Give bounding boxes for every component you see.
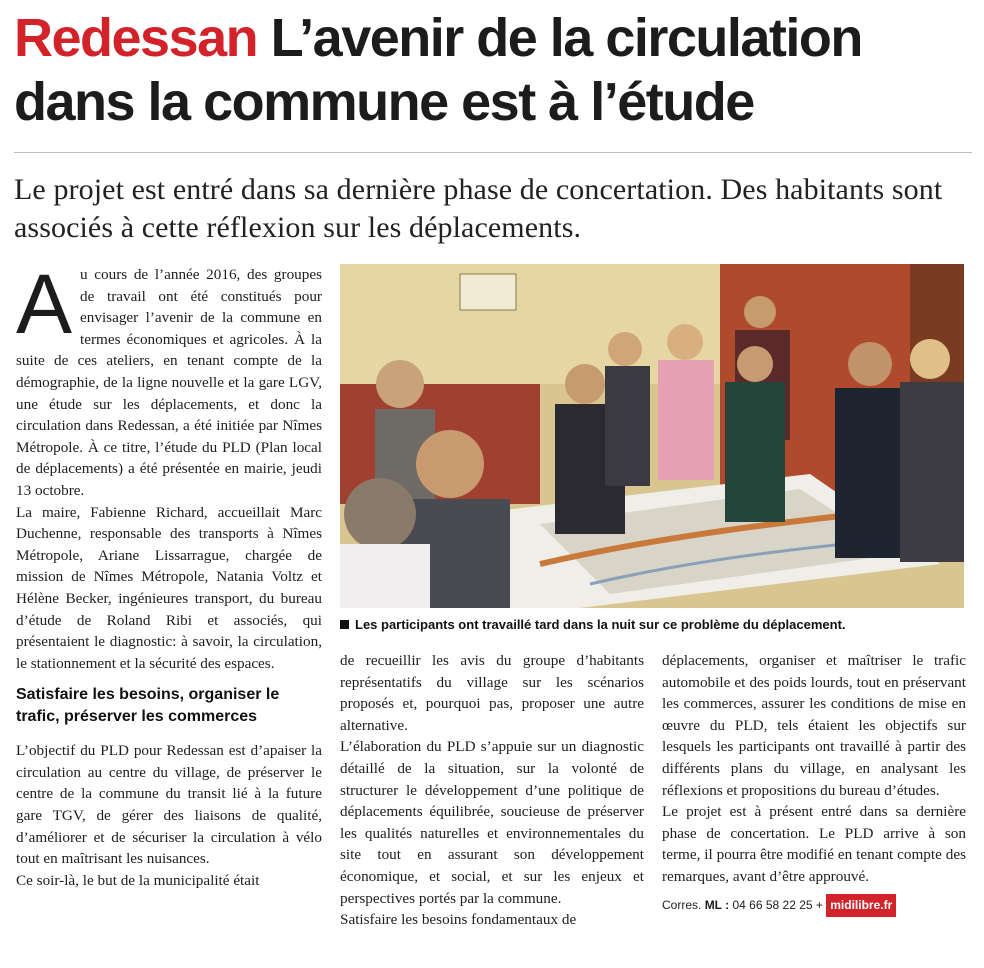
column-1 (16, 257, 322, 891)
divider (14, 152, 972, 153)
column-2 (340, 650, 644, 931)
paragraph-intro: u cours de l’année 2016, des groupes de travail ont été constitués pour envisager l’avenir de la commune en termes économiques et agricoles. À la suite de ces ateliers, en tenant compte de la démographie, de la ligne nouvelle et la gare LGV, une étude sur les déplacements, et donc la circulation dans Redessan, a été initiée par Nîmes Métropole. À ce titre, l’étude du PLD (Plan local de déplacements) a été présentée en mairie, jeudi 13 octobre. (16, 266, 322, 499)
credit-phone: 04 66 58 22 25 + (732, 897, 823, 912)
article-photo (340, 264, 964, 608)
paragraph-elaboration: L’élaboration du PLD s’appuie sur un diagnostic détaillé de la situation, sur la volonté de structurer le développement d’une politique de déplacements équilibrée, soucieuse de préserver les qualités naturelles et environnementales du site tout en assurant son développement économique, et social, et sur les enjeux et perspectives portés par la commune. (340, 738, 644, 907)
column-3 (662, 650, 966, 917)
paragraph-satisfy: Satisfaire les besoins fondamentaux de (340, 911, 577, 929)
headline-title: L’avenir de la circulation dans la commune est à l’étude (14, 8, 862, 132)
credit-initials: ML : (704, 897, 730, 912)
paragraph-conclusion: Le projet est à présent entré dans sa dernière phase de concertation. Le PLD arrive à son terme, il pourra être modifié en tenant compte des remarques, avant d’être approuvé. (662, 803, 966, 885)
photo-caption (340, 616, 964, 634)
paragraph-objective: L’objectif du PLD pour Redessan est d’apaiser la circulation au centre du village, de préserver le centre de la commune du transit lié à la future gare TGV, de gérer des liaisons de qualité, d’améliorer et de sécuriser la circulation à vélo tout en maîtrisant les nuisances. (16, 742, 322, 868)
credit-prefix: Corres. (662, 897, 702, 912)
caption-text: Les participants ont travaillé tard dans la nuit sur ce problème du déplacement. (355, 617, 846, 632)
lead-paragraph: Le projet est entré dans sa dernière phase de concertation. Des habitants sont associés à cette réflexion sur les déplacements. (14, 173, 943, 244)
caption-square-icon (340, 620, 349, 629)
headline-kicker: Redessan (14, 8, 258, 68)
drop-cap: A (16, 257, 73, 351)
paragraph-objectives: déplacements, organiser et maîtriser le trafic automobile et des poids lourds, tout en préservant les commerces, assurer les conditions de mise en œuvre du PLD, tels étaient les objectifs sur lesquels les participants ont travaillé à partir des différents plans du village, en analysant les réflexions et propositions du bureau d’études. (662, 652, 966, 799)
headline (14, 6, 974, 134)
paragraph-attendees: La maire, Fabienne Richard, accueillait Marc Duchenne, responsable des transports à Nîmes Métropole, Ariane Lissarrague, chargée de mission de Nîmes Métropole, Natania Voltz et Hélène Becker, ingénieures transport, du bureau d’étude de Roland Ribi et associés, qui présentaient le diagnostic: à savoir, la circulation, le stationnement et la sécurité des espaces. (16, 503, 322, 672)
subheading: Satisfaire les besoins, organiser le trafic, préserver les commerces (16, 686, 280, 726)
credit-site: midilibre.fr (826, 894, 896, 918)
paragraph-collect: de recueillir les avis du groupe d’habitants représentatifs du village sur les scénarios proposés et, pourquoi pas, proposer une autre alternative. (340, 652, 644, 734)
paragraph-evening: Ce soir-là, le but de la municipalité était (16, 871, 260, 889)
author-credit (662, 894, 966, 918)
